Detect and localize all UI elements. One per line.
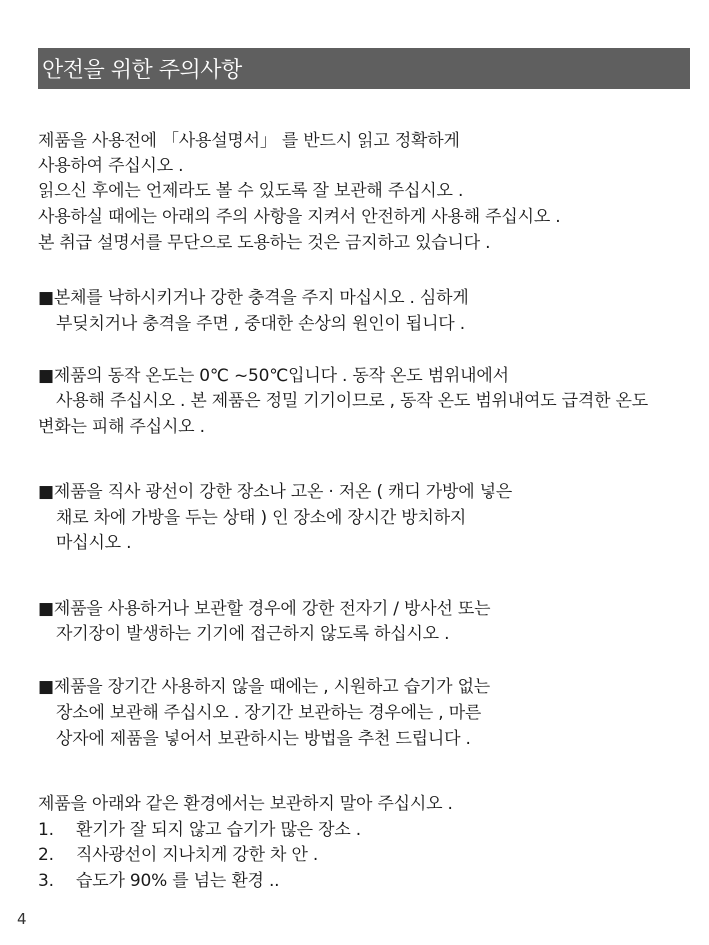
intro-line: 사용하여 주십시오 . (38, 156, 184, 176)
caution-item-line: 변화는 피해 주십시오 . (38, 417, 205, 437)
caution-item-lead: ■제품을 직사 광선이 강한 장소나 고온 · 저온 ( 캐디 가방에 넣은 (38, 482, 513, 502)
list-text: 환기가 잘 되지 않고 습기가 많은 장소 . (76, 820, 361, 840)
caution-item-lead: ■제품을 사용하거나 보관할 경우에 강한 전자기 / 방사선 또는 (38, 599, 491, 619)
caution-item-lead: ■본체를 낙하시키거나 강한 충격을 주지 마십시오 . 심하게 (38, 288, 469, 308)
storage-list-item (38, 820, 361, 840)
caution-item-line: 부딪치거나 충격을 주면 , 중대한 손상의 원인이 됩니다 . (56, 314, 465, 334)
page-title: 안전을 위한 주의사항 (42, 58, 242, 83)
intro-line: 사용하실 때에는 아래의 주의 사항을 지켜서 안전하게 사용해 주십시오 . (38, 207, 561, 227)
list-number: 3. (38, 871, 54, 891)
caution-item-lead: ■제품의 동작 온도는 0℃ ~50℃입니다 . 동작 온도 범위내에서 (38, 366, 509, 386)
list-text: 습도가 90% 를 넘는 환경 .. (76, 871, 280, 891)
list-text: 직사광선이 지나치게 강한 차 안 . (76, 845, 319, 865)
intro-line: 읽으신 후에는 언제라도 볼 수 있도록 잘 보관해 주십시오 . (38, 181, 464, 201)
caution-item-line: 상자에 제품을 넣어서 보관하시는 방법을 추천 드립니다 . (56, 729, 471, 749)
intro-line: 본 취급 설명서를 무단으로 도용하는 것은 금지하고 있습니다 . (38, 233, 491, 253)
intro-line: 제품을 사용전에 「사용설명서」 를 반드시 읽고 정확하게 (38, 131, 460, 151)
storage-list-item (38, 845, 318, 865)
list-number: 2. (38, 845, 54, 865)
storage-list-item (38, 871, 279, 891)
caution-item-line: 자기장이 발생하는 기기에 접근하지 않도록 하십시오 . (56, 624, 450, 644)
caution-item-line: 채로 차에 가방을 두는 상태 ) 인 장소에 장시간 방치하지 (56, 508, 467, 528)
page-number: 4 (17, 910, 27, 928)
caution-item-line: 마십시오 . (56, 533, 132, 553)
section-title-bar (38, 48, 690, 89)
caution-item-line: 사용해 주십시오 . 본 제품은 정밀 기기이므로 , 동작 온도 범위내여도 급격한 온도 (56, 391, 648, 411)
storage-heading: 제품을 아래와 같은 환경에서는 보관하지 말아 주십시오 . (38, 794, 453, 814)
list-number: 1. (38, 820, 54, 840)
caution-item-lead: ■제품을 장기간 사용하지 않을 때에는 , 시원하고 습기가 없는 (38, 677, 491, 697)
caution-item-line: 장소에 보관해 주십시오 . 장기간 보관하는 경우에는 , 마른 (56, 703, 482, 723)
